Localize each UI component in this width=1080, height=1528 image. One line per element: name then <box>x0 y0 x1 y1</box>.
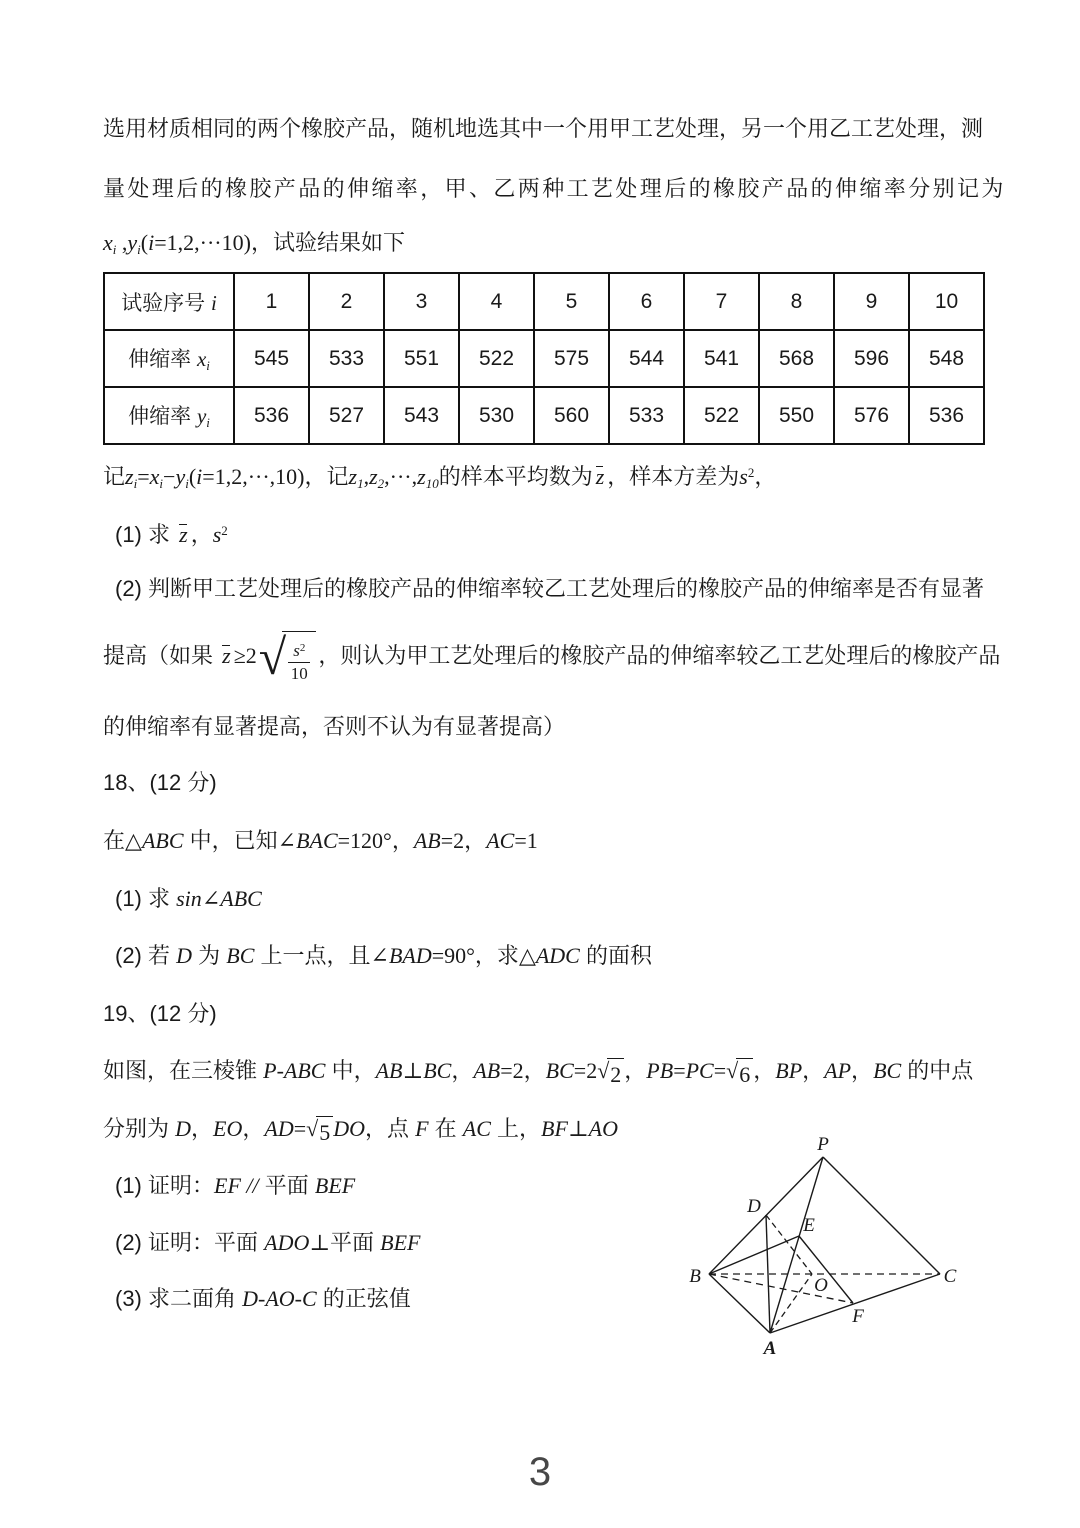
table-cell: 596 <box>834 330 909 387</box>
table-cell: 536 <box>234 387 309 444</box>
table-cell: 533 <box>309 330 384 387</box>
q17-intro-line1: 选用材质相同的两个橡胶产品，随机地选其中一个用甲工艺处理，另一个用乙工艺处理，测 <box>103 116 984 141</box>
table-header-cell: 6 <box>609 273 684 330</box>
vertex-label-F: F <box>852 1306 864 1327</box>
q17-subquestion-2-line3: 的伸缩率有显著提高，否则不认为有显著提高） <box>103 714 566 739</box>
table-header-cell: 10 <box>909 273 984 330</box>
vertex-label-B: B <box>689 1266 701 1287</box>
q17-q2-pre-text: 提高（如果 <box>103 642 220 668</box>
trial-data-table <box>103 272 985 445</box>
table-cell: 550 <box>759 387 834 444</box>
table-cell: 536 <box>909 387 984 444</box>
vertex-label-P: P <box>817 1136 829 1155</box>
table-cell: 548 <box>909 330 984 387</box>
vertex-label-A: A <box>763 1338 777 1359</box>
table-row-y-label: 伸缩率 yi <box>104 387 234 444</box>
q17-subquestion-2-line1: (2) 判断甲工艺处理后的橡胶产品的伸缩率较乙工艺处理后的橡胶产品的伸缩率是否有显著 <box>115 576 985 601</box>
ge-2-symbol: ≥2 <box>233 642 257 668</box>
table-header-cell: 7 <box>684 273 759 330</box>
table-cell: 530 <box>459 387 534 444</box>
table-cell: 544 <box>609 330 684 387</box>
q17-subquestion-2-line2 <box>103 629 1001 686</box>
table-cell: 545 <box>234 330 309 387</box>
table-header-cell: 3 <box>384 273 459 330</box>
sqrt-expression: √ 2 <box>597 1058 624 1090</box>
page-number: 3 <box>528 1450 552 1494</box>
tetrahedron-figure <box>678 1136 978 1371</box>
edge-PC <box>823 1157 940 1274</box>
table-row-x-label: 伸缩率 xi <box>104 330 234 387</box>
q19-subquestion-3: (3) 求二面角 D-AO-C 的正弦值 <box>115 1286 411 1311</box>
table-header-cell: 9 <box>834 273 909 330</box>
table-cell: 527 <box>309 387 384 444</box>
table-header-label: 试验序号 i <box>104 273 234 330</box>
q17-q2-post-text: ，则认为甲工艺处理后的橡胶产品的伸缩率较乙工艺处理后的橡胶产品 <box>318 642 1001 668</box>
q17-subquestion-1: (1) 求 z ，$s^2$ <box>115 522 228 547</box>
edge-BE <box>709 1236 799 1274</box>
table-cell: 568 <box>759 330 834 387</box>
q18-subquestion-1: (1) 求 sin∠ABC <box>115 886 262 911</box>
vertex-label-O: O <box>814 1275 828 1296</box>
table-cell: 533 <box>609 387 684 444</box>
sqrt-expression: √ 6 <box>726 1058 753 1090</box>
q18-title: 18、(12 分) <box>103 770 217 795</box>
radical-expression <box>258 629 317 686</box>
vertex-label-D: D <box>747 1196 761 1217</box>
q19-statement-line2: 分别为 D，EO，AD= √ 5 DO，点 F 在 AC 上，BF⊥AO <box>103 1114 997 1148</box>
edge-AO-dashed <box>770 1274 812 1333</box>
table-cell: 575 <box>534 330 609 387</box>
table-row-y <box>104 387 984 444</box>
q19-subquestion-2: (2) 证明：平面 ADO⊥平面 BEF <box>115 1230 421 1255</box>
table-header-cell: 2 <box>309 273 384 330</box>
table-cell: 541 <box>684 330 759 387</box>
table-header-cell: 8 <box>759 273 834 330</box>
vertex-label-C: C <box>943 1266 957 1287</box>
q18-subquestion-2: (2) 若 D 为 BC 上一点，且∠BAD=90°，求△ADC 的面积 <box>115 943 652 968</box>
radical-sign: √ <box>258 629 287 686</box>
fraction-s2-over-10: $\frac{s^2}{10}$ <box>288 641 310 683</box>
q17-z-definition-line: 记zi=xi−yi(i=1,2,···,10)，记z1,z2,···,z10的样本平均数为 z ，样本方差为$s^2$， <box>103 464 777 491</box>
q19-statement-line1: 如图，在三棱锥 P-ABC 中，AB⊥BC，AB=2，BC=2 √ 2 ，PB=PC= √ 6 ，BP，AP，BC 的中点 <box>103 1056 997 1090</box>
table-cell: 522 <box>684 387 759 444</box>
sqrt-expression: √ 5 <box>306 1116 333 1148</box>
table-header-cell: 4 <box>459 273 534 330</box>
table-header-cell: 1 <box>234 273 309 330</box>
tetrahedron-svg <box>678 1136 978 1366</box>
q17-intro-line2: 量处理后的橡胶产品的伸缩率，甲、乙两种工艺处理后的橡胶产品的伸缩率分别记为 <box>103 176 1006 201</box>
q17-intro-line3: xi ,yi(i=1,2,···10)，试验结果如下 <box>103 230 405 257</box>
table-header-cell: 5 <box>534 273 609 330</box>
table-cell: 522 <box>459 330 534 387</box>
table-cell: 551 <box>384 330 459 387</box>
vertex-label-E: E <box>803 1215 815 1236</box>
edge-AB <box>709 1274 770 1333</box>
table-row-header <box>104 273 984 330</box>
q18-statement: 在△ABC 中，已知∠BAC=120°，AB=2，AC=1 <box>103 828 538 853</box>
z-bar-symbol: z <box>219 643 234 668</box>
table-row-x <box>104 330 984 387</box>
table-cell: 543 <box>384 387 459 444</box>
table-cell: 576 <box>834 387 909 444</box>
q19-title: 19、(12 分) <box>103 1001 217 1026</box>
q19-subquestion-1: (1) 证明：EF // 平面 BEF <box>115 1173 356 1198</box>
table-cell: 560 <box>534 387 609 444</box>
